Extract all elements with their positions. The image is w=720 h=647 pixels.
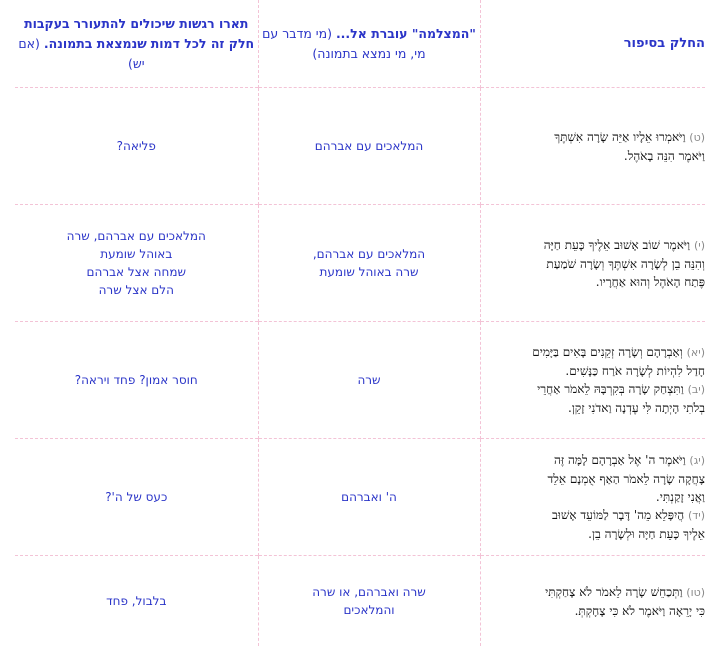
header-row bbox=[15, 0, 705, 88]
header-feelings-line-3-bold: שנמצאת בתמונה. bbox=[43, 35, 147, 51]
table-row bbox=[15, 205, 705, 322]
verse-text: חָדַל לִהְיוֹת לְשָׂרָה אֹרַח כַּנָּשִׁים. bbox=[565, 364, 705, 378]
camera-answer: ה' ואברהם bbox=[341, 490, 397, 504]
camera-answer: המלאכים עם אברהם, bbox=[312, 247, 426, 261]
passage-line bbox=[481, 147, 706, 165]
camera-answer: שרה bbox=[357, 373, 381, 387]
passage-line bbox=[481, 128, 706, 147]
camera-answer: שרה באוהל שומעת bbox=[319, 265, 419, 279]
passage-line bbox=[481, 583, 706, 602]
feelings-answer: באוהל שומעת bbox=[100, 247, 173, 261]
header-feelings-line-2: בעקבות חלק זה לכל דמות bbox=[24, 15, 255, 51]
camera-cell bbox=[258, 322, 480, 439]
passage-line bbox=[481, 236, 706, 255]
passage-line bbox=[481, 470, 706, 488]
header-feelings-line-3 bbox=[18, 36, 146, 71]
feelings-answer: הלם אצל שרה bbox=[98, 283, 174, 297]
header-story-part bbox=[480, 0, 705, 88]
verse-text: בְלֹתִי הָיְתָה לִּי עֶדְנָה וַאדֹנִי זָקֵן. bbox=[567, 401, 705, 415]
verse-text: וַתִּצְחַק שָׂרָה בְּקִרְבָּהּ לֵאמֹר אַחֲרֵי bbox=[537, 382, 688, 396]
header-camera-note-1: (מי מדבר עם מי, מי נמצא bbox=[262, 25, 426, 61]
passage-line bbox=[481, 602, 706, 620]
verse-text: וַאֲנִי זָקַנְתִּי. bbox=[655, 490, 705, 504]
passage-line bbox=[481, 273, 706, 291]
header-feelings-line-1: תארו רגשות שיכולים להתעורר bbox=[73, 15, 249, 31]
camera-cell bbox=[258, 439, 480, 556]
header-camera-note-2: בתמונה) bbox=[312, 45, 358, 61]
camera-cell bbox=[258, 205, 480, 322]
feelings-cell bbox=[15, 556, 258, 647]
verse-text: וְהִנֵּה בֵן לְשָׂרָה אִשְׁתֶּךָ וְשָׂרָה שֹׁמַעַת bbox=[546, 256, 705, 271]
feelings-answer: שמחה אצל אברהם bbox=[86, 265, 186, 279]
table-row bbox=[15, 439, 705, 556]
story-passage bbox=[480, 205, 705, 322]
feelings-answer: המלאכים עם אברהם, שרה bbox=[66, 229, 206, 243]
camera-answer: שרה ואברהם, או שרה bbox=[312, 585, 426, 599]
verse-number: (יד) bbox=[687, 509, 705, 522]
feelings-cell bbox=[15, 205, 258, 322]
passage-line bbox=[481, 525, 706, 543]
verse-number: (יב) bbox=[687, 383, 705, 396]
header-feelings-line-3-rest: (אם יש) bbox=[18, 35, 145, 71]
header-camera bbox=[258, 0, 480, 88]
passage-line bbox=[481, 399, 706, 417]
verse-number: (יג) bbox=[689, 454, 705, 467]
feelings-cell bbox=[15, 322, 258, 439]
passage-line bbox=[481, 451, 706, 470]
verse-text: וַיֹּאמֶר שׁוֹב אָשׁוּב אֵלֶיךָ כָּעֵת חַיָּה bbox=[543, 237, 694, 252]
story-passage bbox=[480, 88, 705, 205]
verse-number: (ט) bbox=[689, 130, 705, 144]
verse-text: צָחֲקָה שָׂרָה לֵאמֹר הַאַף אֻמְנָם אֵלֵד bbox=[547, 472, 705, 486]
feelings-answer: חוסר אמון? פחד ויראה? bbox=[74, 373, 198, 387]
passage-line bbox=[481, 380, 706, 399]
verse-text: כִּי יָרֵאָה וַיֹּאמֶר לֹא כִּי צָחָקְתְּ. bbox=[574, 603, 705, 618]
camera-cell bbox=[258, 556, 480, 647]
feelings-answer: בלבול, פחד bbox=[106, 594, 167, 608]
passage-line bbox=[481, 506, 706, 525]
camera-answer: המלאכים עם אברהם bbox=[314, 139, 424, 153]
verse-number: (טו) bbox=[686, 585, 705, 599]
feelings-answer: כעס של ה'? bbox=[105, 490, 168, 504]
story-passage bbox=[480, 439, 705, 556]
passage-line bbox=[481, 343, 706, 362]
camera-answer: והמלאכים bbox=[343, 603, 395, 617]
story-passage bbox=[480, 556, 705, 647]
verse-number: (י) bbox=[693, 238, 705, 252]
verse-text: פֶּתַח הָאֹהֶל וְהוּא אַחֲרָיו. bbox=[595, 274, 705, 289]
feelings-answer: פליאה? bbox=[116, 139, 156, 153]
table-row bbox=[15, 556, 705, 647]
verse-text: וַיֹּאמֶר ה' אֶל אַבְרָהָם לָמָּה זֶּה bbox=[553, 453, 690, 467]
table-row bbox=[15, 88, 705, 205]
verse-text: אֵלֶיךָ כָּעֵת חַיָּה וּלְשָׂרָה בֵן. bbox=[588, 527, 705, 541]
header-camera-title: "המצלמה" עוברת אל... bbox=[335, 25, 476, 41]
feelings-cell bbox=[15, 439, 258, 556]
verse-text: וַתְּכַחֵשׁ שָׂרָה לֵאמֹר לֹא צָחַקְתִּי bbox=[545, 584, 687, 599]
header-story-label: החלק בסיפור bbox=[623, 35, 705, 51]
camera-cell bbox=[258, 88, 480, 205]
verse-text: וַיֹּאמֶר הִנֵּה בָאֹהֶל. bbox=[623, 148, 705, 163]
table-row bbox=[15, 322, 705, 439]
story-analysis-table bbox=[15, 0, 705, 646]
verse-text: וַיֹּאמְרוּ אֵלָיו אַיֵּה שָׂרָה אִשְׁתֶּךָ bbox=[554, 129, 690, 144]
table-body bbox=[15, 88, 705, 647]
story-passage bbox=[480, 322, 705, 439]
passage-line bbox=[481, 488, 706, 506]
header-feelings bbox=[15, 0, 258, 88]
feelings-cell bbox=[15, 88, 258, 205]
passage-line bbox=[481, 362, 706, 380]
verse-text: וְאַבְרָהָם וְשָׂרָה זְקֵנִים בָּאִים בַּיָּמִים bbox=[532, 345, 687, 359]
verse-number: (יא) bbox=[686, 346, 705, 359]
verse-text: הֲיִפָּלֵא מֵה' דָּבָר לַמּוֹעֵד אָשׁוּב bbox=[552, 508, 688, 522]
passage-line bbox=[481, 255, 706, 273]
